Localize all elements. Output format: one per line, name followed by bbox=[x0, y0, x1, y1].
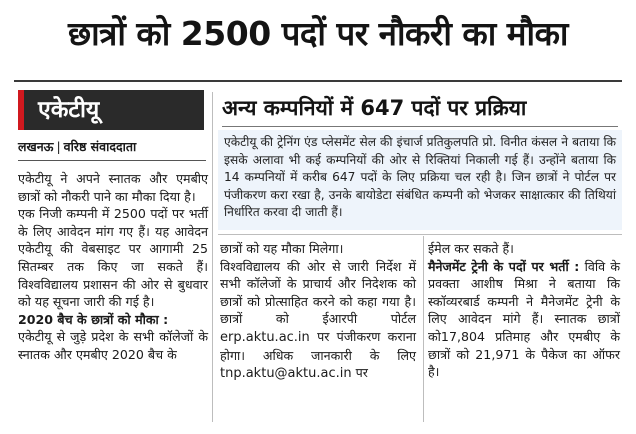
paragraph: एकेटीयू से जुड़े प्रदेश के सभी कॉलेजों के स्नातक और एमबीए 2020 बैच के bbox=[18, 329, 208, 362]
headline: छात्रों को 2500 पदों पर नौकरी का मौका bbox=[68, 14, 568, 53]
section-tag: एकेटीयू bbox=[18, 90, 204, 130]
byline-reporter: वरिष्ठ संवाददाता bbox=[63, 139, 137, 154]
paragraph: छात्रों को यह मौका मिलेगा। bbox=[220, 241, 344, 256]
section-subheading: 2020 बैच के छात्रों को मौका : bbox=[18, 311, 169, 327]
byline bbox=[18, 138, 136, 155]
paragraph: एकेटीयू ने अपने स्नातक और एमबीए छात्रों को नौकरी पाने का मौका दिया है। bbox=[18, 171, 208, 204]
article-column-2 bbox=[220, 240, 416, 383]
article-column-3 bbox=[428, 240, 620, 381]
column-divider-2 bbox=[423, 236, 424, 422]
contact-email[interactable]: tnp.aktu@aktu.ac.in bbox=[220, 366, 352, 382]
paragraph-text: पर bbox=[351, 365, 368, 381]
article-column-1 bbox=[18, 170, 208, 364]
subheadline: अन्य कम्पनियों में 647 पदों पर प्रक्रिया bbox=[222, 96, 527, 120]
paragraph-text: विवि के प्रवक्ता आशीष मिश्रा ने बताया कि स्कॉव्यरबार्ड कम्पनी ने मैनेजमेंट ट्रेनी के लिए आवेदन मांगे हैं। स्नातक छात्रों को17,804 प्रतिमाह और एमबीए के छात्रों को 21,971 के पैकेज का ऑफर है। bbox=[428, 258, 620, 380]
paragraph bbox=[428, 258, 620, 381]
byline-separator: | bbox=[56, 139, 61, 154]
byline-place: लखनऊ bbox=[18, 139, 54, 154]
paragraph-text: विश्वविद्यालय की ओर से जारी निर्देश में सभी कॉलेजों के प्राचार्य और निदेशक को छात्रों को प्रोत्साहित करने को कहा गया है। छात्रों को ईआरपी पोर्टल bbox=[220, 258, 416, 327]
section-subheading: मैनेजमेंट ट्रेनी के पदों पर भर्ती : bbox=[428, 258, 580, 274]
paragraph-text: पर पंजीकरण कराना होगा। अधिक जानकारी के लिए bbox=[220, 328, 416, 363]
byline-divider bbox=[18, 160, 206, 161]
box-bottom-divider bbox=[218, 234, 622, 235]
headline-divider bbox=[14, 80, 622, 82]
paragraph bbox=[220, 258, 416, 383]
subheadline-divider bbox=[222, 126, 618, 127]
info-box: एकेटीयू की ट्रेनिंग एंड प्लेसमेंट सेल की इंचार्ज प्रतिकुलपति प्रो. विनीत कंसल ने बताया कि इसके अलावा भी कई कम्पनियों की ओर से रिक्तियां निकाली गई हैं। उन्होंने बताया कि 14 कम्पनियों में करीब 647 पदों के लिए प्रक्रिया चल रही है। जिन छात्रों ने पोर्टल पर पंजीकरण करा रखा है, उनके बायोडेटा संबंधित कम्पनी को भेजकर साक्षात्कार की तिथियां निर्धारित करवा दी जाती हैं। bbox=[218, 130, 622, 230]
portal-url[interactable]: erp.aktu.ac.in bbox=[220, 329, 310, 345]
column-divider-1 bbox=[212, 92, 213, 422]
paragraph: ईमेल कर सकते हैं। bbox=[428, 241, 514, 256]
paragraph: एक निजी कम्पनी में 2500 पदों पर भर्ती के लिए आवेदन मांग गए हैं। यह आवेदन एकेटीयू की वेबसाइट पर आगामी 25 सितम्बर तक किए जा सकते हैं। विश्वविद्यालय प्रशासन की ओर से बुधवार को यह सूचना जारी की गई है। bbox=[18, 206, 208, 310]
